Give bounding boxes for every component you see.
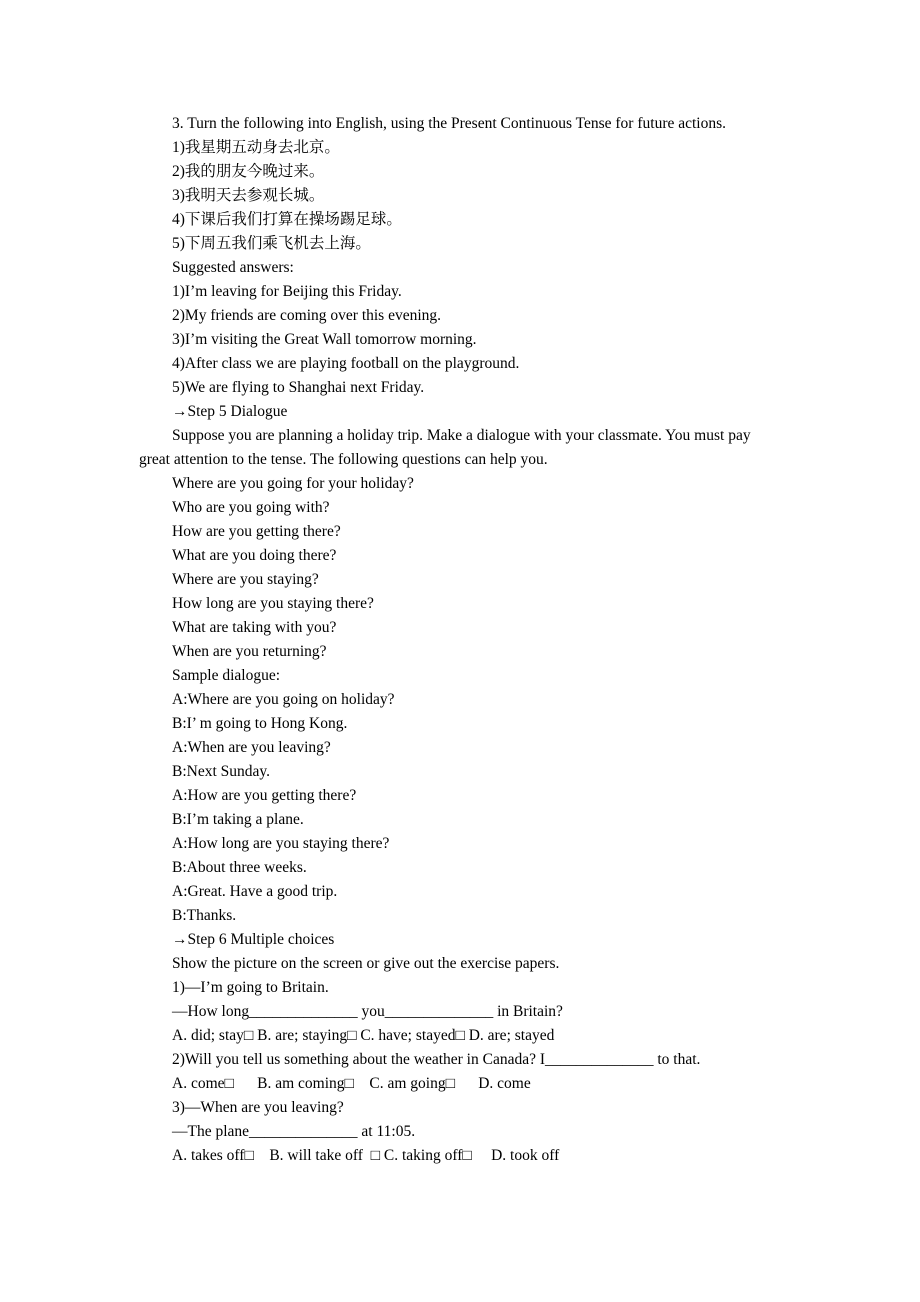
dialogue-line: A:When are you leaving? (172, 739, 331, 756)
paragraph-line: great attention to the tense. The following questions can help you. (139, 451, 548, 468)
question-line: Where are you going for your holiday? (172, 475, 414, 492)
chinese-sentence: 2)我的朋友今晚过来。 (172, 163, 325, 180)
chinese-sentence: 4)下课后我们打算在操场踢足球。 (172, 211, 402, 228)
exercise-options: A. come□ B. am coming□ C. am going□ D. come (172, 1075, 531, 1092)
question-line: When are you returning? (172, 643, 327, 660)
dialogue-line: B:I’m taking a plane. (172, 811, 304, 828)
exercise-options: A. takes off□ B. will take off □ C. taking off□ D. took off (172, 1147, 560, 1164)
dialogue-line: B:Next Sunday. (172, 763, 271, 780)
dialogue-line: A:Where are you going on holiday? (172, 691, 395, 708)
suggested-answers-heading: Suggested answers: (172, 259, 294, 276)
answer-line: 3)I’m visiting the Great Wall tomorrow morning. (172, 331, 477, 348)
exercise-heading: 3. Turn the following into English, using the Present Continuous Tense for future actions. (172, 115, 727, 132)
exercise-question: 1)—I’m going to Britain. (172, 979, 329, 996)
answer-line: 5)We are flying to Shanghai next Friday. (172, 379, 425, 396)
chinese-sentence: 5)下周五我们乘飞机去上海。 (172, 235, 371, 252)
question-line: What are taking with you? (172, 619, 337, 636)
exercise-question: —The plane______________ at 11:05. (172, 1123, 416, 1140)
chinese-sentence: 1)我星期五动身去北京。 (172, 139, 340, 156)
question-line: What are you doing there? (172, 547, 337, 564)
question-line: Where are you staying? (172, 571, 319, 588)
dialogue-line: B:About three weeks. (172, 859, 307, 876)
exercise-question: 3)—When are you leaving? (172, 1099, 344, 1116)
paragraph-line: Suppose you are planning a holiday trip. Make a dialogue with your classmate. You must pay (172, 427, 751, 444)
dialogue-line: A:How are you getting there? (172, 787, 357, 804)
answer-line: 2)My friends are coming over this evening. (172, 307, 442, 324)
dialogue-line: B:I’ m going to Hong Kong. (172, 715, 348, 732)
answer-line: 4)After class we are playing football on the playground. (172, 355, 520, 372)
question-line: How are you getting there? (172, 523, 341, 540)
step-heading: →Step 6 Multiple choices (172, 931, 335, 948)
exercise-options: A. did; stay□ B. are; staying□ C. have; stayed□ D. are; stayed (172, 1027, 555, 1044)
question-line: How long are you staying there? (172, 595, 374, 612)
exercise-question: 2)Will you tell us something about the weather in Canada? I______________ to that. (172, 1051, 701, 1068)
question-line: Who are you going with? (172, 499, 330, 516)
dialogue-line: B:Thanks. (172, 907, 237, 924)
answer-line: 1)I’m leaving for Beijing this Friday. (172, 283, 402, 300)
chinese-sentence: 3)我明天去参观长城。 (172, 187, 325, 204)
instruction-line: Show the picture on the screen or give out the exercise papers. (172, 955, 560, 972)
dialogue-line: A:How long are you staying there? (172, 835, 390, 852)
exercise-question: —How long______________ you______________ in Britain? (172, 1003, 563, 1020)
step-heading: →Step 5 Dialogue (172, 403, 288, 420)
sample-dialogue-heading: Sample dialogue: (172, 667, 281, 684)
dialogue-line: A:Great. Have a good trip. (172, 883, 338, 900)
